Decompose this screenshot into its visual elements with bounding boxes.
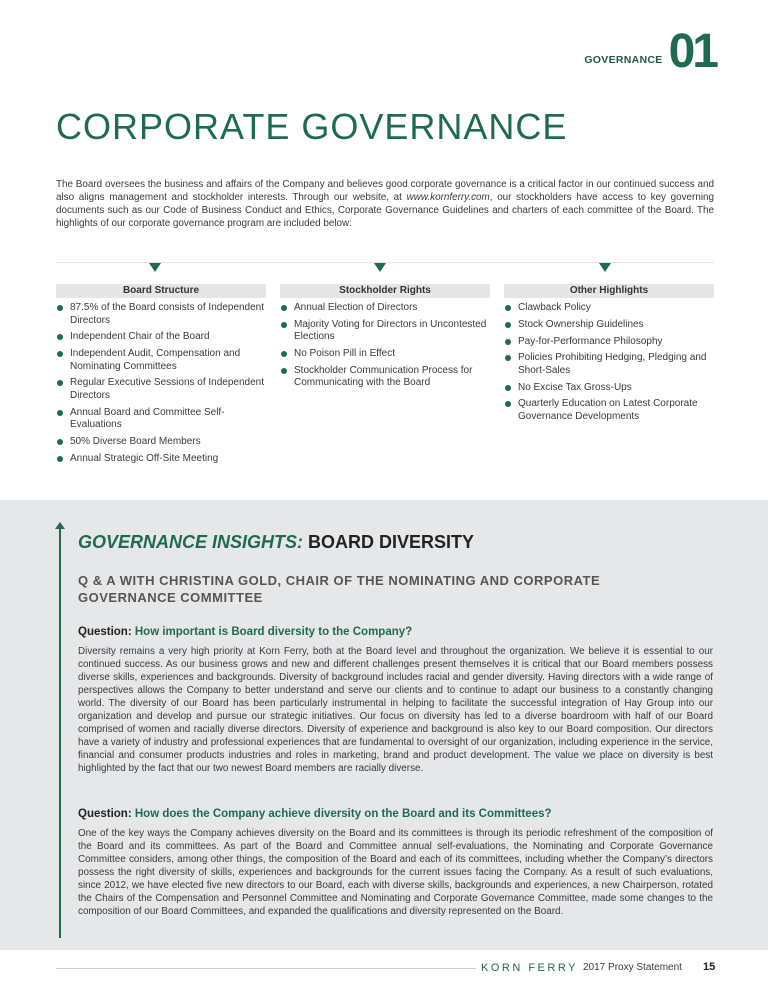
down-arrow-icon bbox=[599, 263, 611, 272]
list-item: Regular Executive Sessions of Independent Directors bbox=[56, 377, 266, 402]
footer-brand-logo: KORN FERRY bbox=[481, 962, 578, 974]
bullet-icon bbox=[505, 339, 511, 345]
column-board-structure bbox=[56, 284, 266, 470]
bullet-icon bbox=[57, 380, 63, 386]
column-heading: Other Highlights bbox=[504, 284, 714, 298]
bullet-icon bbox=[57, 305, 63, 311]
footer-divider bbox=[56, 968, 476, 969]
qa-heading: Q & A WITH CHRISTINA GOLD, CHAIR OF THE NOMINATING AND CORPORATE GOVERNANCE COMMITTEE bbox=[78, 573, 601, 605]
intro-text-a: The Board oversees the business and affairs of the Company and believes good corporate governance is a critical factor in our continued success and also aligns management and stockholder interests. Through our website, at bbox=[56, 179, 714, 203]
bullet-icon bbox=[505, 322, 511, 328]
section-tag bbox=[584, 25, 716, 78]
highlight-list bbox=[504, 302, 714, 423]
bullet-icon bbox=[505, 385, 511, 391]
list-item: Independent Chair of the Board bbox=[56, 331, 266, 344]
highlight-list bbox=[280, 302, 490, 390]
list-item: Annual Board and Committee Self-Evaluations bbox=[56, 407, 266, 432]
highlight-list bbox=[56, 302, 266, 465]
list-item: Annual Strategic Off-Site Meeting bbox=[56, 453, 266, 466]
column-heading: Stockholder Rights bbox=[280, 284, 490, 298]
list-item: No Poison Pill in Effect bbox=[280, 348, 490, 361]
column-other-highlights bbox=[504, 284, 714, 428]
answer-paragraph: One of the key ways the Company achieves diversity on the Board and its committees is through its periodic refreshment of the composition of the Board and its committees. As part of the Board and Committee annual self-evaluations, the Nominating and Corporate Governance Committee considers, among other things, the composition of the Board and each of its committees, including whether the Company’s directors possess the right diversity of skills, experiences and backgrounds for the current issues facing the Company. As a result of such evaluations, since 2012, we have elected five new directors to our Board, each with diverse skills, backgrounds and experiences, a new Chairperson, rotated the Chairs of the Compensation and Personnel Committee and Nominating and Corporate Governance Committee, made some changes to the composition of our Board Committees, and expanded the qualifications and diversity represented on the Board. bbox=[78, 828, 713, 917]
intro-paragraph bbox=[56, 178, 714, 230]
down-arrow-icon bbox=[374, 263, 386, 272]
down-arrow-icon bbox=[149, 263, 161, 272]
list-item: No Excise Tax Gross-Ups bbox=[504, 382, 714, 395]
bullet-icon bbox=[57, 351, 63, 357]
accent-line bbox=[59, 528, 61, 938]
list-item: 50% Diverse Board Members bbox=[56, 436, 266, 449]
bullet-icon bbox=[505, 305, 511, 311]
page-number: 15 bbox=[703, 961, 716, 973]
bullet-icon bbox=[281, 322, 287, 328]
column-stockholder-rights bbox=[280, 284, 490, 394]
list-item: Policies Prohibiting Hedging, Pledging and Short-Sales bbox=[504, 352, 714, 377]
section-number: 01 bbox=[668, 25, 716, 78]
list-item: Annual Election of Directors bbox=[280, 302, 490, 315]
bullet-icon bbox=[281, 305, 287, 311]
list-item: Pay-for-Performance Philosophy bbox=[504, 336, 714, 349]
list-item: 87.5% of the Board consists of Independent Directors bbox=[56, 302, 266, 327]
column-heading: Board Structure bbox=[56, 284, 266, 298]
list-item: Stockholder Communication Process for Communicating with the Board bbox=[280, 365, 490, 390]
list-item: Quarterly Education on Latest Corporate Governance Developments bbox=[504, 398, 714, 423]
list-item: Majority Voting for Directors in Uncontested Elections bbox=[280, 319, 490, 344]
bullet-icon bbox=[281, 351, 287, 357]
bullet-icon bbox=[505, 401, 511, 407]
bullet-icon bbox=[57, 334, 63, 340]
question-heading: Question: How important is Board diversity to the Company? bbox=[78, 626, 413, 638]
website-link[interactable]: www.kornferry.com bbox=[406, 192, 490, 203]
page-title: CORPORATE GOVERNANCE bbox=[56, 106, 568, 147]
bullet-icon bbox=[57, 410, 63, 416]
bullet-icon bbox=[57, 439, 63, 445]
list-item: Stock Ownership Guidelines bbox=[504, 319, 714, 332]
bullet-icon bbox=[505, 355, 511, 361]
bullet-icon bbox=[281, 368, 287, 374]
bullet-icon bbox=[57, 456, 63, 462]
intro-text-b: , our stockholders have access to key governing documents such as our Code of Business Conduct and Ethics, Corporate Governance Guidelines and charters of each committee of the Board. The highlights of our corporate governance program are included below: bbox=[56, 192, 714, 229]
question-heading: Question: How does the Company achieve diversity on the Board and its Committees? bbox=[78, 808, 552, 820]
list-item: Clawback Policy bbox=[504, 302, 714, 315]
section-label: GOVERNANCE bbox=[584, 54, 663, 66]
list-item: Independent Audit, Compensation and Nominating Committees bbox=[56, 348, 266, 373]
answer-paragraph: Diversity remains a very high priority at Korn Ferry, both at the Board level and throughout the organization. We believe it is essential to our continued success. As our business grows and new and different challenges present themselves it is critical that our Board members possess diverse skills, experiences and backgrounds. Diversity of background includes racial and gender diversity. Having directors with a wide range of perspectives allows the Company to better understand and serve our clients and to continue to adapt our business to a constantly changing world. The diversity of our Board has been particularly instrumental in helping to facilitate the successful integration of Hay Group into our organization and develop and pursue our strategic initiatives. Our focus on diversity has led to a diverse boardroom with half of our Board comprised of women and racially diverse directors. Diversity of experience and background is also key to our Board composition. Our directors have a variety of industry and professional experiences that are fundamental to oversight of our organization, including experience in the service, financial and consumer products industries and roles in marketing, brand and product development. The value we place on diversity is best highlighted by the fact that our two newest Board members are racially diverse. bbox=[78, 646, 713, 774]
insights-title: GOVERNANCE INSIGHTS: BOARD DIVERSITY bbox=[78, 532, 475, 552]
footer-document-title: 2017 Proxy Statement bbox=[583, 962, 682, 973]
